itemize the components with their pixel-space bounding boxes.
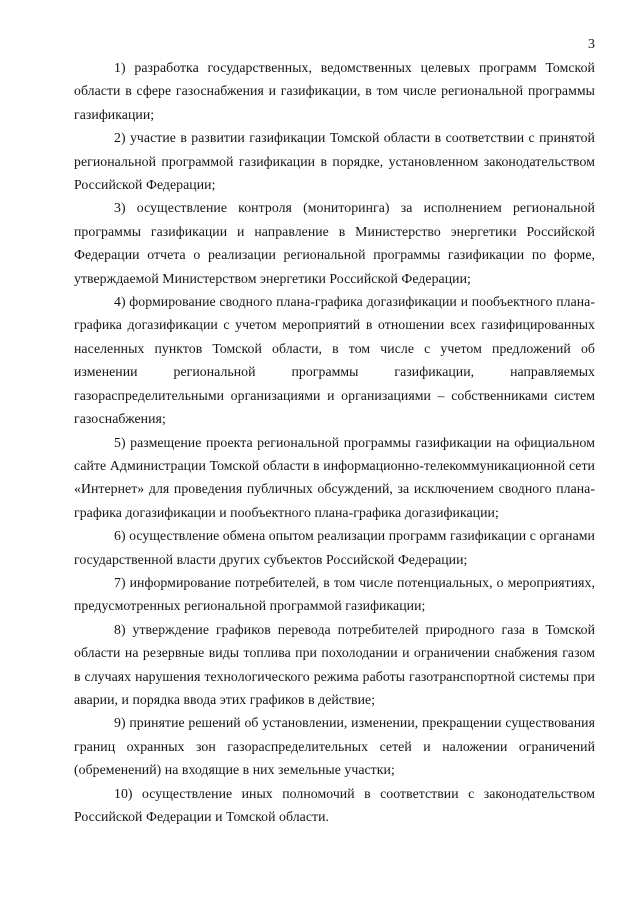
list-item-text: 3) осуществление контроля (мониторинга) за исполнением региональной программы газификации и направление в Министерство энергетики Российской Федерации отчета о реализации региональной программы газификации по форме, утверждаемой Министерством энергетики Российской Федерации;	[74, 200, 595, 286]
page-number: 3	[588, 37, 595, 52]
list-item-text: 9) принятие решений об установлении, изменении, прекращении существования границ охранных зон газораспределительных сетей и наложении ограничений (обременений) на входящие в них земельные участки;	[74, 715, 595, 778]
list-item-4	[74, 290, 595, 430]
list-item-5	[74, 431, 595, 525]
list-item-text: 1) разработка государственных, ведомственных целевых программ Томской области в сфере газоснабжения и газификации, в том числе региональной программы газификации;	[74, 60, 595, 122]
list-item-9	[74, 711, 595, 781]
list-item-7	[74, 571, 595, 618]
list-item-3	[74, 196, 595, 290]
list-item-text: 6) осуществление обмена опытом реализации программ газификации с органами государственной власти других субъектов Российской Федерации;	[74, 528, 595, 567]
list-item-text: 2) участие в развитии газификации Томской области в соответствии с принятой региональной программой газификации в порядке, установленном законодательством Российской Федерации;	[74, 130, 595, 193]
list-item-text: 7) информирование потребителей, в том числе потенциальных, о мероприятиях, предусмотренных региональной программой газификации;	[74, 574, 595, 614]
list-item-text: 4) формирование сводного плана-графика догазификации и пообъектного плана-графика догазификации с учетом мероприятий в отношении всех газифицированных населенных пунктов Томской области, в том числе с учетом предложений об изменении региональной программы газификации, направляемых газораспределительными организациями и организациями – собственниками систем газоснабжения;	[74, 294, 595, 427]
list-item-text: 5) размещение проекта региональной программы газификации на официальном сайте Администрации Томской области в информационно-телекоммуникационной сети «Интернет» для проведения публичных обсуждений, за исключением сводного плана-графика догазификации и пообъектного плана-графика догазификации;	[74, 434, 595, 520]
list-item-text: 10) осуществление иных полномочий в соответствии с законодательством Российской Федерации и Томской области.	[74, 785, 595, 824]
list-item-6	[74, 524, 595, 571]
document-body	[74, 56, 595, 828]
list-item-10	[74, 782, 595, 829]
list-item-8	[74, 618, 595, 712]
list-item-1	[74, 56, 595, 126]
list-item-2	[74, 126, 595, 196]
list-item-text: 8) утверждение графиков перевода потребителей природного газа в Томской области на резервные виды топлива при похолодании и ограничении снабжения газом в случаях нарушения технологического режима работы газотранспортной системы при аварии, и порядка ввода этих графиков в действие;	[74, 621, 595, 707]
